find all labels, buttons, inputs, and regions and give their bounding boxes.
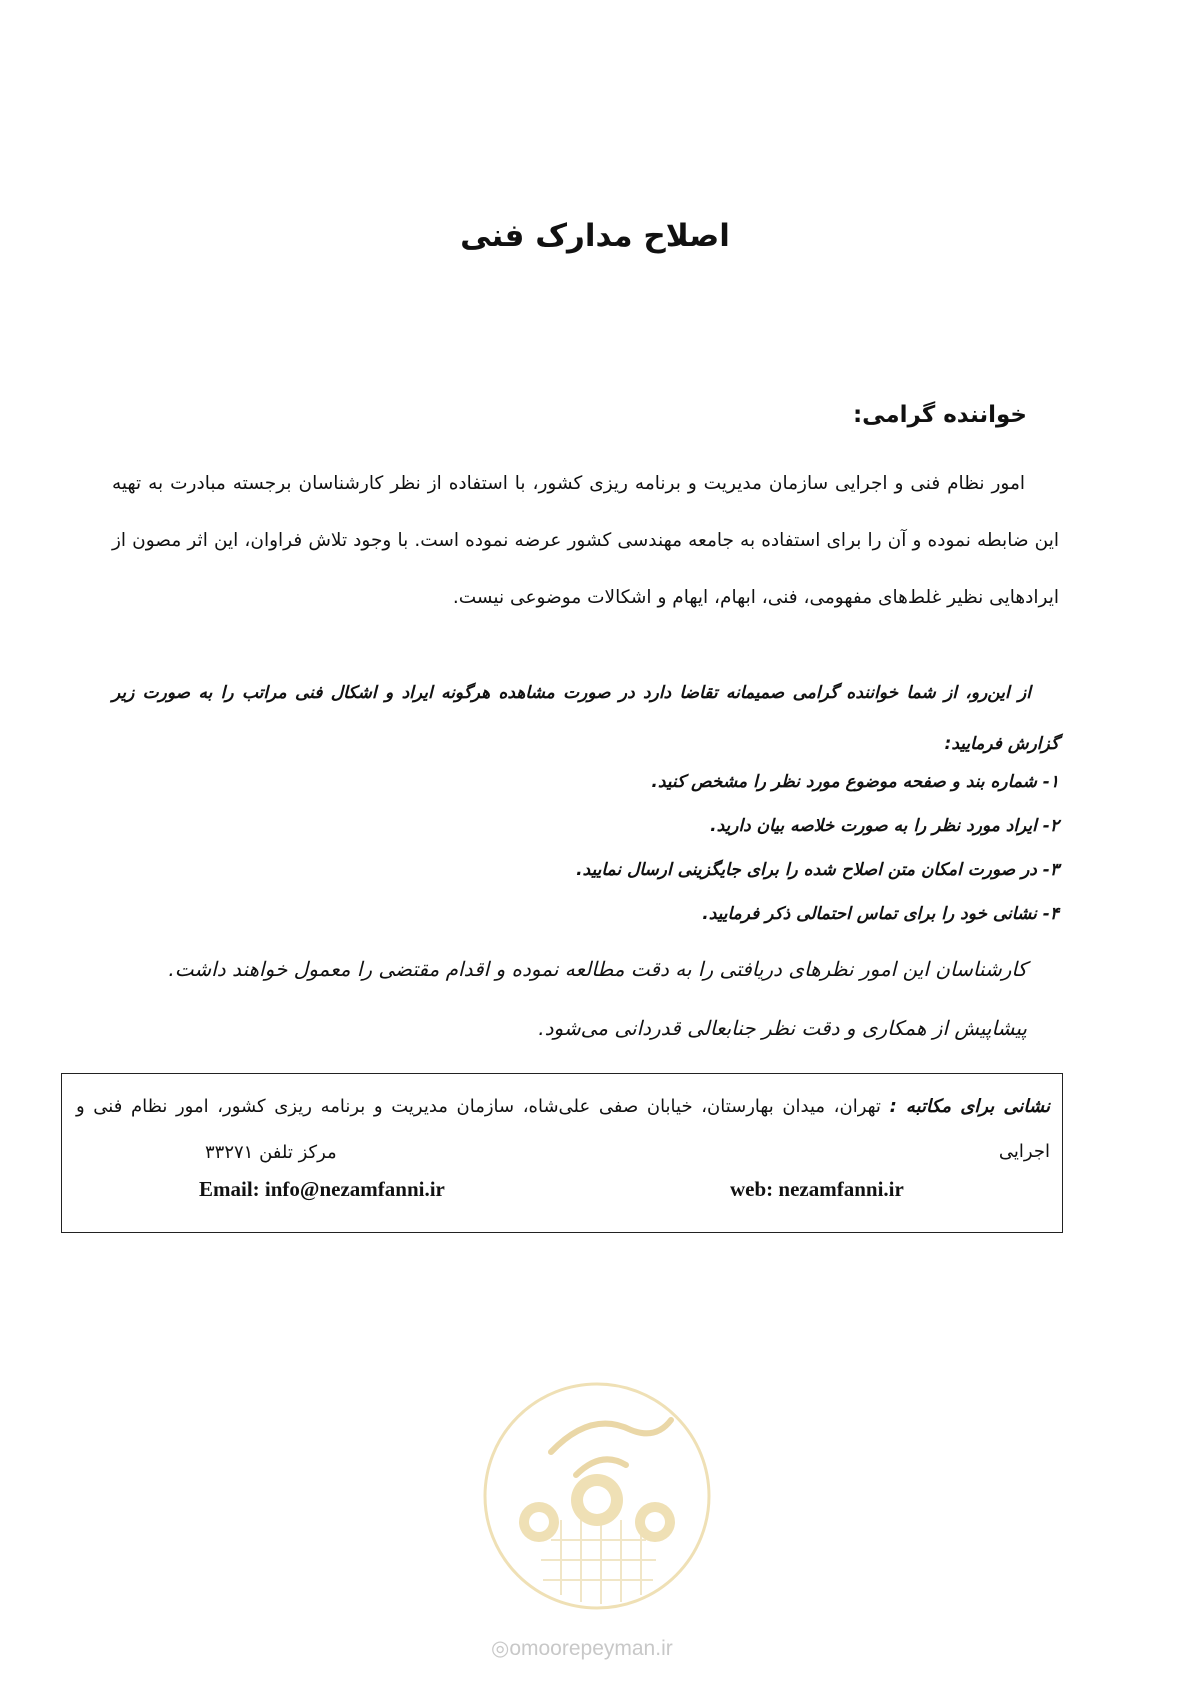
instagram-icon: ◎ — [491, 1637, 510, 1660]
watermark-url — [491, 1636, 673, 1661]
salutation: خواننده گرامی: — [852, 402, 1027, 428]
address-text: تهران، میدان بهارستان، خیابان صفی علی‌شاه، سازمان مدیریت و برنامه ریزی کشور، امور نظام فنی و اجرایی — [76, 1096, 1050, 1162]
phone-number: مرکز تلفن ۳۳۲۷۱ — [205, 1142, 337, 1163]
list-item: ۴- نشانی خود را برای تماس احتمالی ذکر فرمایید. — [702, 904, 1059, 924]
request-paragraph — [112, 668, 1059, 770]
closing-line: پیشاپیش از همکاری و دقت نظر جنابعالی قدردانی می‌شود. — [538, 1016, 1027, 1040]
website-link[interactable]: web: nezamfanni.ir — [730, 1177, 904, 1201]
intro-text: امور نظام فنی و اجرایی سازمان مدیریت و برنامه ریزی کشور، با استفاده از نظر کارشناسان برجسته مبادرت به تهیه این ضابطه نموده و آن را برای استفاده به جامعه مهندسی کشور عرضه نموده است. با وجود تلاش فراوان، این اثر مصون از ایرادهایی نظیر غلط‌های مفهومی، فنی، ابهام، ایهام و اشکالات موضوعی نیست. — [112, 473, 1059, 608]
contact-box — [61, 1073, 1063, 1233]
instruction-list — [576, 760, 1059, 936]
watermark-logo-icon — [481, 1380, 713, 1612]
request-text: از این‌رو، از شما خواننده گرامی صمیمانه تقاضا دارد در صورت مشاهده هرگونه ایراد و اشکال فنی مراتب را به صورت زیر گزارش فرمایید: — [112, 683, 1059, 754]
email-address[interactable]: Email: info@nezamfanni.ir — [199, 1177, 445, 1201]
watermark-url-text: omoorepeyman.ir — [509, 1637, 673, 1660]
closing-line: کارشناسان این امور نظرهای دریافتی را به دقت مطالعه نموده و اقدام مقتضی را معمول خواهند داشت. — [168, 957, 1027, 981]
page-title: اصلاح مدارک فنی — [460, 218, 730, 254]
address-label: نشانی برای مکاتبه : — [889, 1096, 1050, 1117]
list-item: ۲- ایراد مورد نظر را به صورت خلاصه بیان دارید. — [710, 816, 1059, 836]
closing-section — [168, 940, 1027, 1058]
list-item: ۱- شماره بند و صفحه موضوع مورد نظر را مشخص کنید. — [651, 772, 1059, 792]
list-item: ۳- در صورت امکان متن اصلاح شده را برای جایگزینی ارسال نمایید. — [576, 860, 1059, 880]
intro-paragraph — [112, 455, 1059, 626]
